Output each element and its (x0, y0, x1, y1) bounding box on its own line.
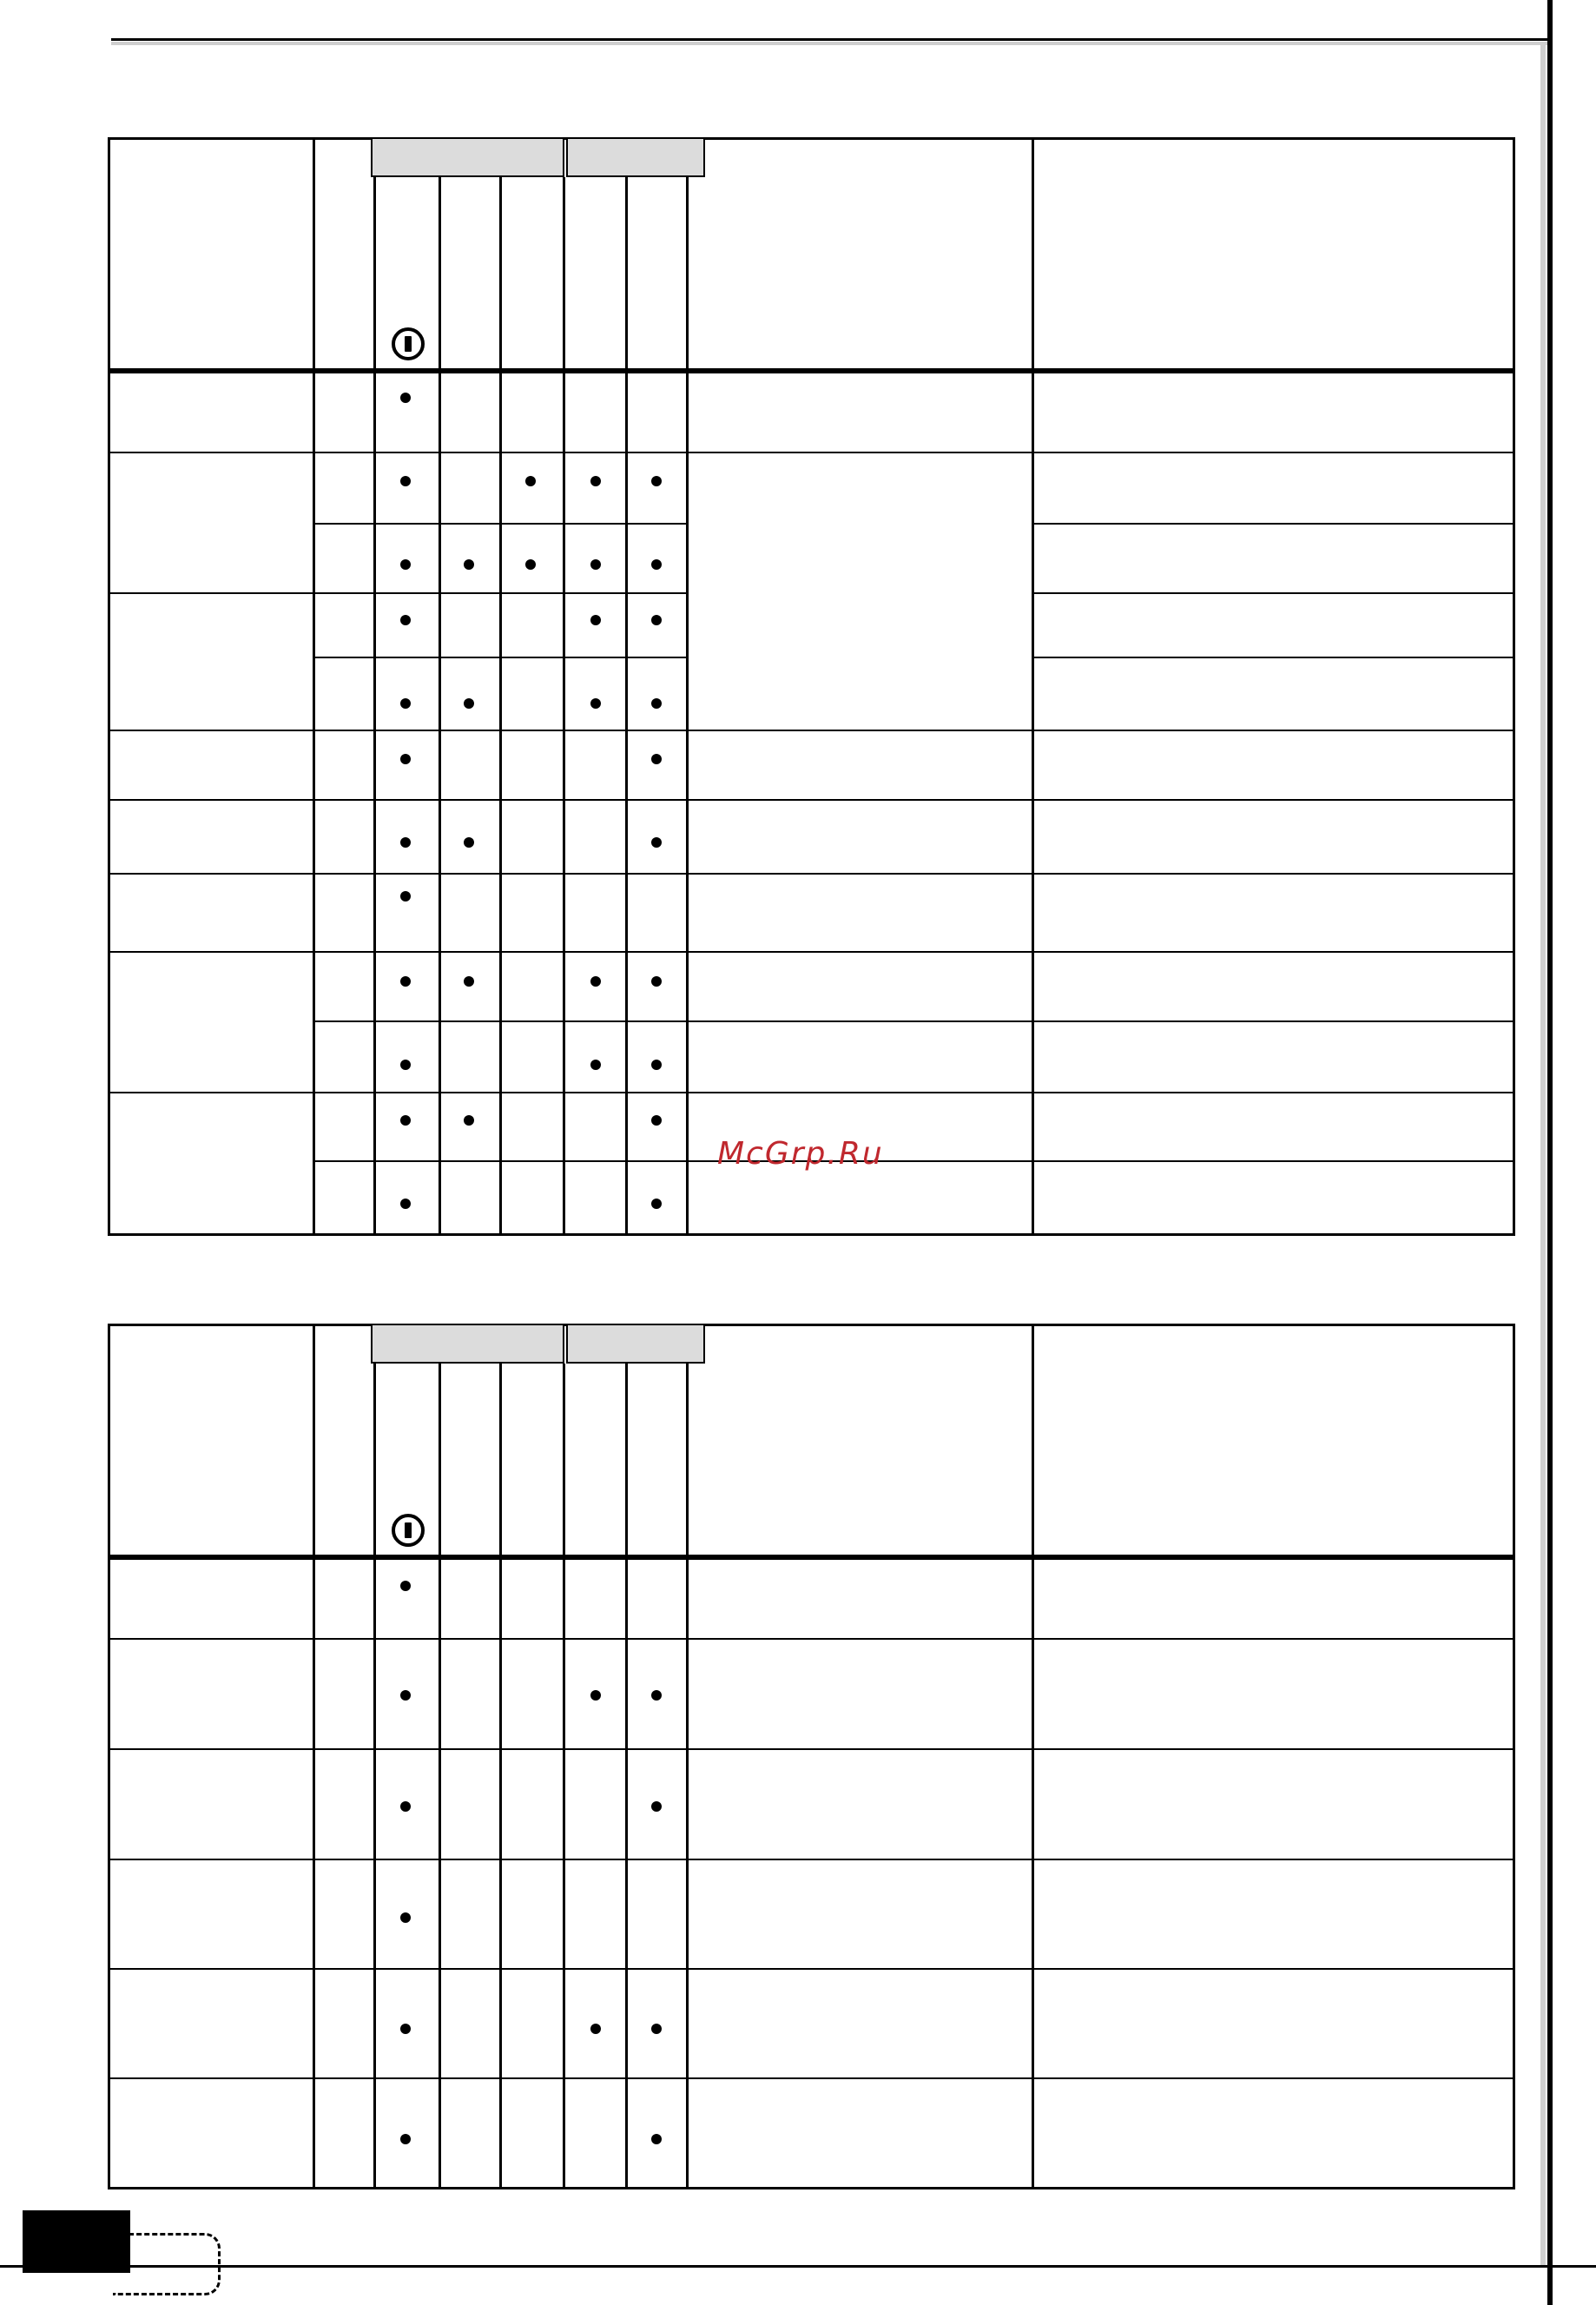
row-divider (108, 730, 313, 731)
bullet-mark (400, 1912, 411, 1923)
row-divider (108, 592, 313, 594)
row-divider (313, 1638, 686, 1640)
bullet-mark (400, 1115, 411, 1126)
header-group-tab-b (566, 1324, 705, 1364)
row-divider (1032, 951, 1513, 953)
bullet-mark (651, 2024, 662, 2034)
power-circle-icon (392, 1514, 425, 1547)
column-divider (625, 1364, 628, 2187)
row-divider (1032, 592, 1513, 594)
bullet-mark (590, 976, 601, 987)
row-divider (108, 2077, 313, 2079)
column-divider (499, 177, 502, 1233)
page-number-tab-outline (113, 2233, 221, 2295)
bullet-mark (590, 476, 601, 486)
header-group-tab-b (566, 137, 705, 177)
row-divider (1032, 1160, 1513, 1162)
column-divider (686, 177, 689, 1233)
row-divider (313, 1020, 686, 1022)
row-divider (686, 452, 1032, 453)
bullet-mark (590, 1060, 601, 1070)
bullet-mark (590, 2024, 601, 2034)
header-group-tab-a (371, 1324, 564, 1364)
bullet-mark (400, 615, 411, 625)
bullet-mark (400, 1801, 411, 1812)
bullet-mark (400, 1060, 411, 1070)
row-divider (313, 951, 686, 953)
table-border-right (1513, 1324, 1515, 2189)
row-divider (686, 2077, 1032, 2079)
row-divider (686, 1859, 1032, 1860)
row-divider (108, 1968, 313, 1970)
row-divider (1032, 873, 1513, 875)
bullet-mark (400, 2024, 411, 2034)
bullet-mark (590, 559, 601, 570)
row-divider (108, 873, 313, 875)
table-border-bottom (108, 1233, 1515, 1236)
row-divider (108, 1638, 313, 1640)
bullet-mark (651, 1199, 662, 1209)
table-border-top (108, 1324, 1515, 1326)
row-divider (1032, 1638, 1513, 1640)
bottom-rule (0, 2265, 1596, 2268)
row-divider (686, 799, 1032, 801)
table-border-right (1513, 137, 1515, 1236)
row-divider (313, 1859, 686, 1860)
column-divider (313, 137, 315, 1233)
header-rule (108, 1555, 1515, 1560)
row-divider (313, 657, 686, 658)
row-divider (313, 523, 686, 525)
row-divider (686, 873, 1032, 875)
bullet-mark (464, 698, 474, 709)
row-divider (686, 730, 1032, 731)
bullet-mark (400, 2134, 411, 2144)
row-divider (686, 1020, 1032, 1022)
table-border-left (108, 137, 110, 1236)
column-divider (373, 177, 376, 1233)
bullet-mark (651, 837, 662, 848)
watermark: McGrp.Ru (717, 1136, 884, 1172)
bullet-mark (651, 2134, 662, 2144)
bullet-mark (400, 976, 411, 987)
bullet-mark (590, 615, 601, 625)
column-divider (439, 177, 441, 1233)
right-rule (1547, 0, 1553, 2305)
row-divider (1032, 730, 1513, 731)
row-divider (313, 2077, 686, 2079)
row-divider (313, 1092, 686, 1093)
bullet-mark (651, 1060, 662, 1070)
bullet-mark (400, 754, 411, 764)
row-divider (1032, 523, 1513, 525)
bullet-mark (400, 476, 411, 486)
bullet-mark (400, 559, 411, 570)
table-border-top (108, 137, 1515, 140)
row-divider (313, 799, 686, 801)
row-divider (108, 1092, 313, 1093)
column-divider (1032, 1324, 1034, 2187)
bullet-mark (651, 976, 662, 987)
row-divider (1032, 657, 1513, 658)
top-rule-shadow (111, 42, 1553, 45)
bullet-mark (400, 1199, 411, 1209)
bullet-mark (464, 559, 474, 570)
row-divider (313, 873, 686, 875)
column-divider (625, 177, 628, 1233)
row-divider (1032, 2077, 1513, 2079)
column-divider (686, 1364, 689, 2187)
row-divider (1032, 1748, 1513, 1750)
power-circle-icon (392, 327, 425, 360)
row-divider (1032, 1859, 1513, 1860)
bullet-mark (400, 1690, 411, 1701)
bullet-mark (651, 754, 662, 764)
row-divider (1032, 1968, 1513, 1970)
row-divider (313, 452, 686, 453)
column-divider (563, 177, 565, 1233)
bullet-mark (651, 698, 662, 709)
bullet-mark (464, 1115, 474, 1126)
column-divider (1032, 137, 1034, 1233)
column-divider (313, 1324, 315, 2187)
bullet-mark (590, 1690, 601, 1701)
row-divider (313, 592, 686, 594)
bullet-mark (400, 837, 411, 848)
row-divider (313, 730, 686, 731)
bullet-mark (651, 615, 662, 625)
column-divider (499, 1364, 502, 2187)
bullet-mark (464, 976, 474, 987)
row-divider (686, 1968, 1032, 1970)
bullet-mark (525, 476, 536, 486)
header-rule (108, 368, 1515, 373)
bullet-mark (651, 1690, 662, 1701)
row-divider (108, 452, 313, 453)
table-border-bottom (108, 2187, 1515, 2189)
row-divider (686, 1092, 1032, 1093)
column-divider (373, 1364, 376, 2187)
header-group-tab-a (371, 137, 564, 177)
row-divider (313, 1160, 686, 1162)
bullet-mark (651, 559, 662, 570)
row-divider (1032, 1020, 1513, 1022)
bullet-mark (464, 837, 474, 848)
row-divider (1032, 1092, 1513, 1093)
row-divider (108, 799, 313, 801)
bullet-mark (400, 698, 411, 709)
bullet-mark (400, 393, 411, 403)
bullet-mark (400, 1581, 411, 1591)
bullet-mark (590, 698, 601, 709)
row-divider (686, 951, 1032, 953)
bullet-mark (525, 559, 536, 570)
column-divider (439, 1364, 441, 2187)
row-divider (1032, 452, 1513, 453)
top-rule (111, 38, 1553, 41)
row-divider (1032, 799, 1513, 801)
row-divider (108, 1859, 313, 1860)
row-divider (108, 1748, 313, 1750)
row-divider (686, 1638, 1032, 1640)
right-rule-shadow (1540, 42, 1546, 2265)
row-divider (313, 1748, 686, 1750)
table-border-left (108, 1324, 110, 2189)
column-divider (563, 1364, 565, 2187)
bullet-mark (651, 1115, 662, 1126)
row-divider (686, 1748, 1032, 1750)
bullet-mark (651, 1801, 662, 1812)
row-divider (313, 1968, 686, 1970)
bullet-mark (651, 476, 662, 486)
bullet-mark (400, 891, 411, 902)
row-divider (108, 951, 313, 953)
